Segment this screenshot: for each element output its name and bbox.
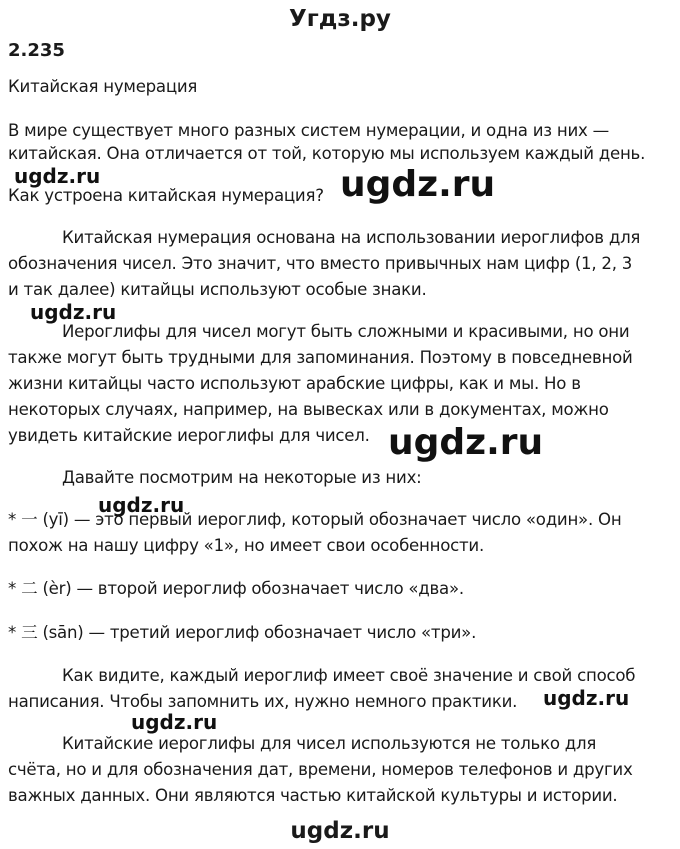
list-item: * 一 (yī) — это первый иероглиф, который обозначает число «один». Он [8, 510, 622, 529]
watermark: ugdz.ru [131, 710, 218, 734]
list-item: * 三 (sān) — третий иероглиф обозначает число «три». [8, 623, 477, 642]
section-title: Китайская нумерация [8, 77, 198, 96]
text-line: некоторых случаях, например, на вывесках или в документах, можно [8, 400, 609, 419]
text-line: Китайские иероглифы для чисел используются не только для [62, 734, 597, 753]
text-line: Давайте посмотрим на некоторые из них: [62, 468, 422, 487]
watermark: ugdz.ru [98, 493, 185, 517]
text-line: обозначения чисел. Это значит, что вместо привычных нам цифр (1, 2, 3 [8, 254, 633, 273]
watermark: ugdz.ru [30, 300, 117, 324]
text-line: также могут быть трудными для запоминания. Поэтому в повседневной [8, 348, 633, 367]
text-line: жизни китайцы часто используют арабские цифры, как и мы. Но в [8, 374, 581, 393]
watermark: ugdz.ru [340, 164, 496, 205]
watermark: ugdz.ru [14, 164, 101, 188]
footer-watermark: ugdz.ru [290, 818, 390, 844]
text-line: китайская. Она отличается от той, которую мы используем каждый день. [8, 144, 646, 163]
text-line: счёта, но и для обозначения дат, времени, номеров телефонов и других [8, 760, 633, 779]
task-number: 2.235 [8, 40, 65, 61]
watermark: ugdz.ru [388, 422, 544, 463]
text-line: Иероглифы для чисел могут быть сложными и красивыми, но они [62, 322, 630, 341]
text-line: написания. Чтобы запомнить их, нужно немного практики. [8, 692, 518, 711]
text-line: Как видите, каждый иероглиф имеет своё значение и свой способ [62, 666, 636, 685]
text-line: важных данных. Они являются частью китайской культуры и истории. [8, 786, 618, 805]
list-item: * 二 (èr) — второй иероглиф обозначает число «два». [8, 579, 464, 598]
watermark: ugdz.ru [543, 686, 630, 710]
site-title: Угдз.ру [289, 6, 391, 32]
text-line: В мире существует много разных систем нумерации, и одна из них — [8, 121, 609, 140]
text-line: похож на нашу цифру «1», но имеет свои особенности. [8, 536, 484, 555]
text-line: увидеть китайские иероглифы для чисел. [8, 426, 370, 445]
text-line: Как устроена китайская нумерация? [8, 186, 324, 205]
text-line: и так далее) китайцы используют особые знаки. [8, 280, 427, 299]
text-line: Китайская нумерация основана на использовании иероглифов для [62, 228, 641, 247]
